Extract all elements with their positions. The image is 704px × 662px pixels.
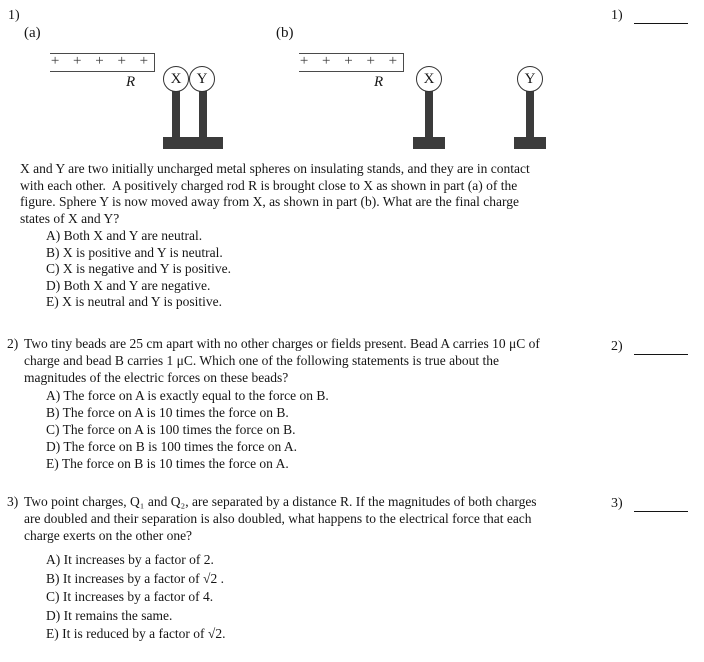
stem-line: magnitudes of the electric forces on these beads?: [24, 370, 289, 385]
answer-blank-3-label: 3): [611, 496, 623, 511]
choice-option: C) X is negative and Y is positive.: [46, 261, 231, 276]
choice-option: E) The force on B is 10 times the force on A.: [46, 456, 289, 471]
question-1-stem: [20, 161, 530, 227]
shared-stand-base-a: [163, 137, 223, 149]
choice-option: C) The force on A is 100 times the force on B.: [46, 422, 296, 437]
question-1-number: 1): [8, 8, 20, 23]
charged-rod-a: [50, 53, 155, 72]
stem-line: X and Y are two initially uncharged metal spheres on insulating stands, and they are in contact: [20, 161, 530, 176]
figure-part-a-label: (a): [24, 25, 41, 41]
stem-line: charge and bead B carries 1 μC. Which one of the following statements is true about the: [24, 353, 499, 368]
question-3-choices: [46, 551, 225, 644]
sphere-x-b-label: X: [423, 70, 435, 87]
answer-blank-3-line: [634, 498, 688, 512]
choice-option: E) It is reduced by a factor of √2.: [46, 626, 226, 641]
rod-label-a: R: [126, 74, 136, 90]
sphere-y-a-label: Y: [196, 70, 208, 87]
choice-option: E) X is neutral and Y is positive.: [46, 294, 222, 309]
stand-base-x-b: [413, 137, 445, 149]
answer-blank-2-label: 2): [611, 339, 623, 354]
figure-part-b-label: (b): [276, 25, 294, 41]
plus-charges-b: + + + + +: [299, 53, 403, 69]
choice-option: B) It increases by a factor of √2 .: [46, 570, 224, 586]
answer-blank-2-line: [634, 341, 688, 355]
choice-option: A) The force on A is exactly equal to the force on B.: [46, 388, 329, 403]
stem-line: figure. Sphere Y is now moved away from X, as shown in part (b). What are the final charge: [20, 194, 519, 209]
choice-option: B) The force on A is 10 times the force on B.: [46, 405, 289, 420]
answer-blank-1-label: 1): [611, 8, 623, 23]
choice-option: B) X is positive and Y is neutral.: [46, 244, 223, 260]
choice-option: A) Both X and Y are neutral.: [46, 228, 203, 243]
stand-y-b: [526, 91, 534, 138]
answer-blank-1: [611, 6, 688, 24]
choice-option: C) It increases by a factor of 4.: [46, 589, 214, 604]
answer-blank-2: [611, 337, 688, 355]
stand-x-b: [425, 91, 433, 138]
sphere-y-b: [517, 66, 543, 92]
choice-option: A) It increases by a factor of 2.: [46, 552, 214, 567]
question-2-choices: [46, 387, 329, 472]
sphere-y-b-label: Y: [524, 70, 536, 87]
question-3-number: 3): [7, 494, 19, 509]
stand-y-a: [199, 91, 207, 138]
question-2-stem: [24, 335, 540, 386]
choice-option: D) It remains the same.: [46, 607, 173, 623]
sphere-y-a: [189, 66, 215, 92]
choice-option: D) The force on B is 100 times the force on A.: [46, 439, 297, 454]
choice-option: D) Both X and Y are negative.: [46, 277, 211, 293]
question-2-number: 2): [7, 336, 19, 351]
stem-line: are doubled and their separation is also doubled, what happens to the electrical force that each: [24, 511, 532, 526]
stand-x-a: [172, 91, 180, 138]
stem-line: charge exerts on the other one?: [24, 528, 193, 543]
rod-label-b: R: [374, 74, 384, 90]
sphere-x-a: [163, 66, 189, 92]
question-3-stem: [24, 493, 537, 544]
stem-line: Two tiny beads are 25 cm apart with no other charges or fields present. Bead A carries 10 μC of: [24, 336, 540, 351]
sphere-x-b: [416, 66, 442, 92]
stand-base-y-b: [514, 137, 546, 149]
stem-line: Two point charges, Q₁ and Q₂, are separated by a distance R. If the magnitudes of both charges: [24, 494, 537, 509]
charged-rod-b: [299, 53, 404, 72]
stem-line: with each other. A positively charged rod R is brought close to X as shown in part (a) of the: [20, 177, 518, 193]
question-1-choices: [46, 228, 231, 311]
plus-charges-a: + + + + +: [50, 53, 154, 69]
answer-blank-1-line: [634, 10, 688, 24]
answer-blank-3: [611, 494, 688, 512]
sphere-x-a-label: X: [170, 70, 182, 87]
stem-line: states of X and Y?: [20, 210, 120, 226]
